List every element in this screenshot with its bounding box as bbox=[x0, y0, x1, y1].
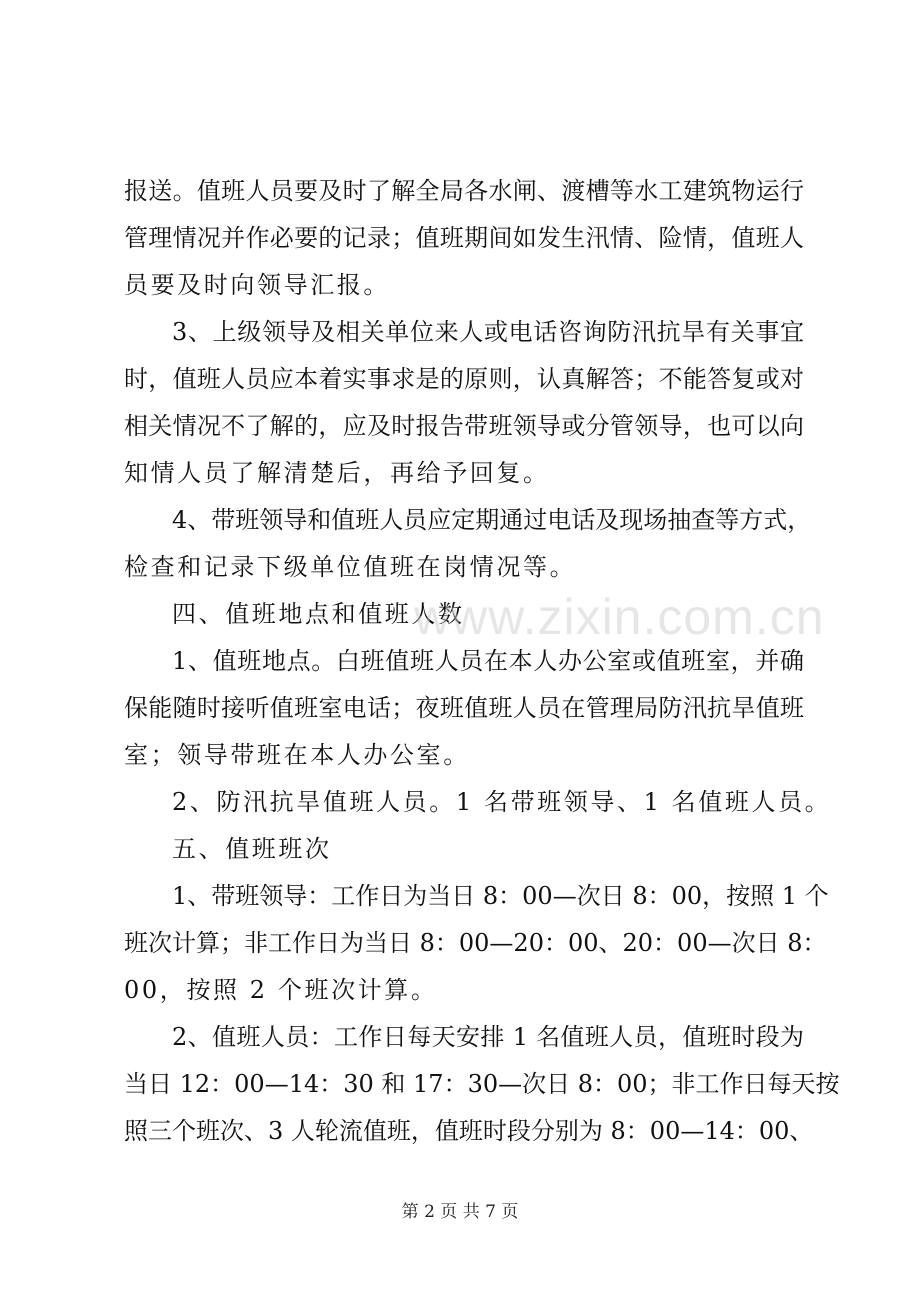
text-line: 当日 12：00—14：30 和 17：30—次日 8：00；非工作日每天按 bbox=[124, 1070, 840, 1098]
text-line: 室；领导带班在本人办公室。 bbox=[124, 741, 470, 769]
text-line: 照三个班次、3 人轮流值班，值班时段分别为 8：00—14：00、 bbox=[124, 1117, 814, 1145]
text-line: 相关情况不了解的，应及时报告带班领导或分管领导，也可以向 bbox=[124, 412, 804, 440]
text-line: 知情人员了解清楚后，再给予回复。 bbox=[124, 459, 550, 487]
text-line: 班次计算；非工作日为当日 8：00—20：00、20：00—次日 8： bbox=[124, 929, 827, 957]
section-heading: 四、值班地点和值班人数 bbox=[172, 600, 465, 628]
text-line: 2、防汛抗旱值班人员。1 名带班领导、1 名值班人员。 bbox=[172, 788, 832, 816]
text-line: 保能随时接听值班室电话；夜班值班人员在管理局防汛抗旱值班 bbox=[124, 694, 804, 722]
text-line: 2、值班人员：工作日每天安排 1 名值班人员，值班时段为 bbox=[172, 1023, 804, 1051]
section-heading: 五、值班班次 bbox=[172, 835, 332, 863]
text-line: 报送。值班人员要及时了解全局各水闸、渡槽等水工建筑物运行 bbox=[124, 177, 804, 205]
text-line: 员要及时向领导汇报。 bbox=[124, 271, 390, 299]
document-body bbox=[124, 168, 840, 1155]
text-line: 时，值班人员应本着实事求是的原则，认真解答；不能答复或对 bbox=[124, 365, 804, 393]
text-line: 1、值班地点。白班值班人员在本人办公室或值班室，并确 bbox=[172, 647, 804, 675]
text-line: 00，按照 2 个班次计算。 bbox=[124, 976, 438, 1004]
watermark: www.zixin.com.cn bbox=[414, 589, 825, 645]
page-number-footer: 第 2 页 共 7 页 bbox=[401, 1202, 519, 1222]
text-line: 3、上级领导及相关单位来人或电话咨询防汛抗旱有关事宜 bbox=[172, 318, 804, 346]
text-line: 1、带班领导：工作日为当日 8：00—次日 8：00，按照 1 个 bbox=[172, 882, 829, 910]
text-line: 管理情况并作必要的记录；值班期间如发生汛情、险情，值班人 bbox=[124, 224, 804, 252]
text-line: 4、带班领导和值班人员应定期通过电话及现场抽查等方式， bbox=[172, 506, 812, 534]
text-line: 检查和记录下级单位值班在岗情况等。 bbox=[124, 553, 577, 581]
